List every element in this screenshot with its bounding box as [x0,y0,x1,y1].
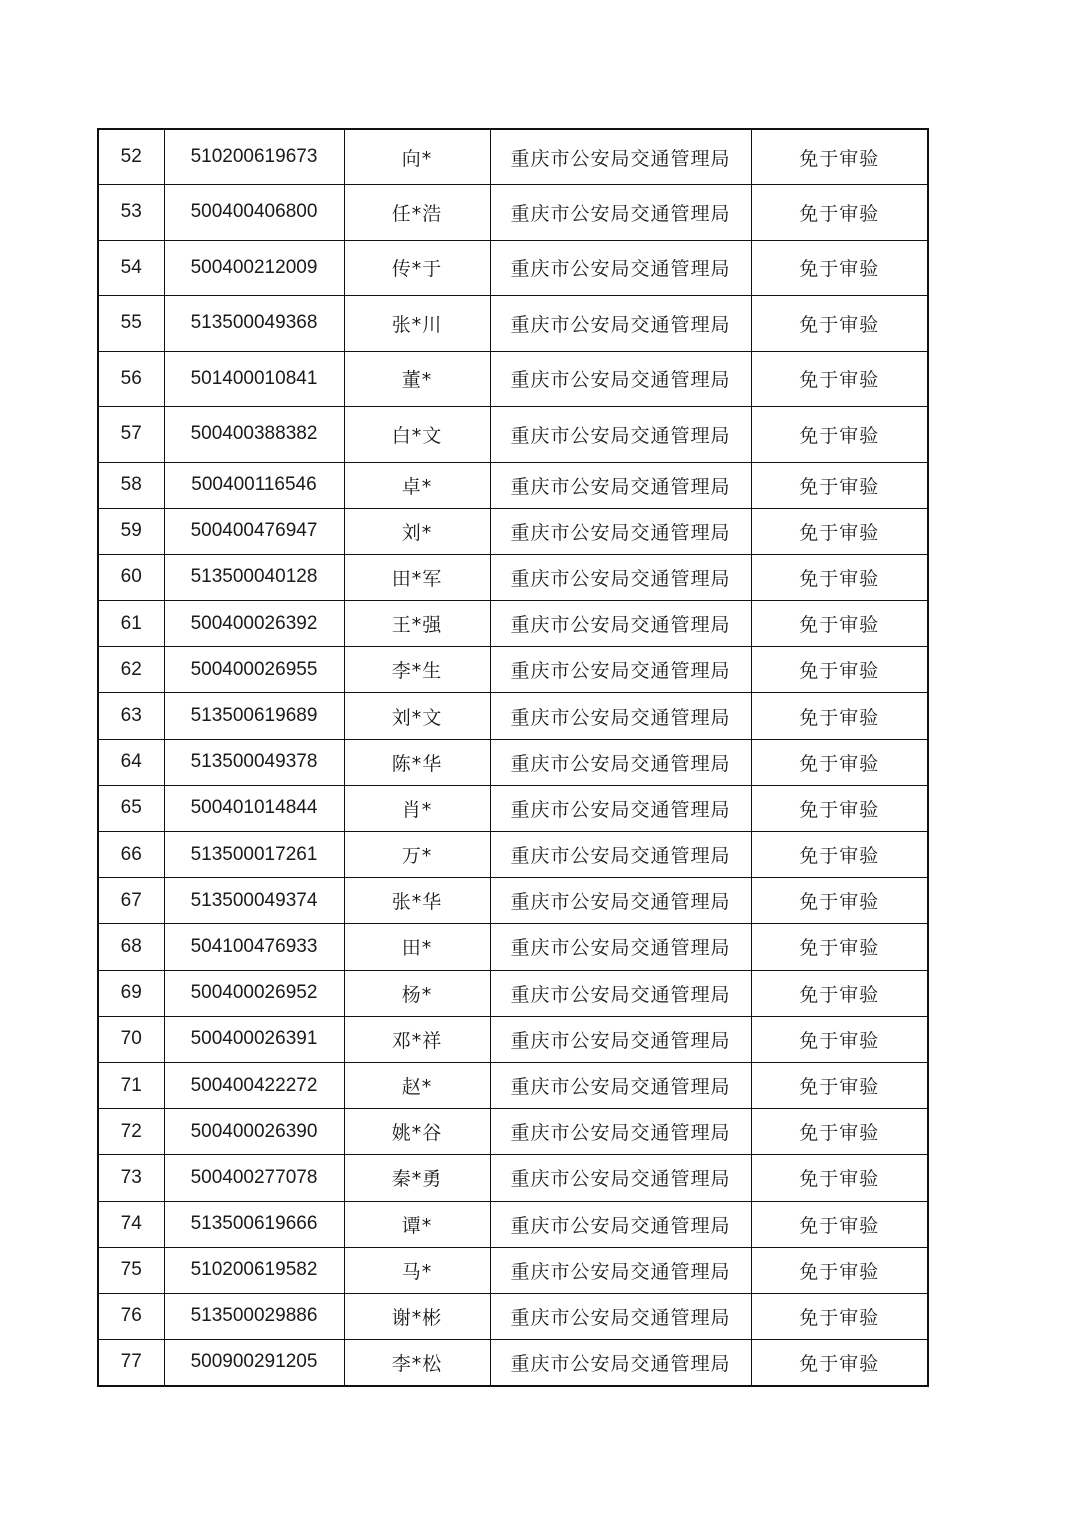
review-result-cell: 免于审验 [751,601,928,647]
authority-cell: 重庆市公安局交通管理局 [490,351,751,407]
table-row [98,129,928,185]
authority-cell: 重庆市公安局交通管理局 [490,296,751,352]
license-number-cell: 500401014844 [164,785,344,831]
authority-cell: 重庆市公安局交通管理局 [490,739,751,785]
table-row [98,554,928,600]
table-row [98,1155,928,1201]
license-number-cell: 513500017261 [164,832,344,878]
authority-cell: 重庆市公安局交通管理局 [490,693,751,739]
table-row [98,1247,928,1293]
person-name-cell: 董* [344,351,490,407]
person-name-cell: 田* [344,924,490,970]
license-number-cell: 500400026390 [164,1109,344,1155]
row-number-cell: 56 [98,351,164,407]
person-name-cell: 姚*谷 [344,1109,490,1155]
authority-cell: 重庆市公安局交通管理局 [490,240,751,296]
license-number-cell: 500900291205 [164,1340,344,1386]
table-row [98,832,928,878]
license-number-cell: 513500049374 [164,878,344,924]
table-row [98,1293,928,1339]
table-row [98,924,928,970]
review-result-cell: 免于审验 [751,1340,928,1386]
row-number-cell: 72 [98,1109,164,1155]
table-row [98,693,928,739]
license-number-cell: 513500619666 [164,1201,344,1247]
review-result-cell: 免于审验 [751,351,928,407]
person-name-cell: 马* [344,1247,490,1293]
review-result-cell: 免于审验 [751,1293,928,1339]
person-name-cell: 谭* [344,1201,490,1247]
roster-table [97,128,929,1387]
review-result-cell: 免于审验 [751,554,928,600]
row-number-cell: 61 [98,601,164,647]
authority-cell: 重庆市公安局交通管理局 [490,1109,751,1155]
review-result-cell: 免于审验 [751,462,928,508]
row-number-cell: 65 [98,785,164,831]
license-number-cell: 513500049378 [164,739,344,785]
person-name-cell: 王*强 [344,601,490,647]
person-name-cell: 白*文 [344,407,490,463]
table-row [98,240,928,296]
authority-cell: 重庆市公安局交通管理局 [490,407,751,463]
authority-cell: 重庆市公安局交通管理局 [490,1293,751,1339]
person-name-cell: 任*浩 [344,185,490,241]
table-row [98,185,928,241]
person-name-cell: 赵* [344,1062,490,1108]
review-result-cell: 免于审验 [751,185,928,241]
license-number-cell: 500400026391 [164,1016,344,1062]
person-name-cell: 肖* [344,785,490,831]
table-row [98,739,928,785]
authority-cell: 重庆市公安局交通管理局 [490,924,751,970]
row-number-cell: 76 [98,1293,164,1339]
authority-cell: 重庆市公安局交通管理局 [490,601,751,647]
license-number-cell: 500400116546 [164,462,344,508]
license-number-cell: 510200619582 [164,1247,344,1293]
license-number-cell: 504100476933 [164,924,344,970]
person-name-cell: 邓*祥 [344,1016,490,1062]
table-row [98,1340,928,1386]
row-number-cell: 69 [98,970,164,1016]
table-row [98,1109,928,1155]
authority-cell: 重庆市公安局交通管理局 [490,554,751,600]
person-name-cell: 秦*勇 [344,1155,490,1201]
row-number-cell: 70 [98,1016,164,1062]
row-number-cell: 64 [98,739,164,785]
authority-cell: 重庆市公安局交通管理局 [490,785,751,831]
person-name-cell: 陈*华 [344,739,490,785]
person-name-cell: 李*生 [344,647,490,693]
row-number-cell: 71 [98,1062,164,1108]
authority-cell: 重庆市公安局交通管理局 [490,462,751,508]
license-number-cell: 513500040128 [164,554,344,600]
review-result-cell: 免于审验 [751,693,928,739]
authority-cell: 重庆市公安局交通管理局 [490,1201,751,1247]
authority-cell: 重庆市公安局交通管理局 [490,1155,751,1201]
person-name-cell: 刘* [344,508,490,554]
authority-cell: 重庆市公安局交通管理局 [490,1247,751,1293]
authority-cell: 重庆市公安局交通管理局 [490,508,751,554]
license-number-cell: 513500029886 [164,1293,344,1339]
person-name-cell: 李*松 [344,1340,490,1386]
review-result-cell: 免于审验 [751,924,928,970]
table-row [98,785,928,831]
row-number-cell: 59 [98,508,164,554]
license-number-cell: 500400277078 [164,1155,344,1201]
table-row [98,970,928,1016]
review-result-cell: 免于审验 [751,407,928,463]
table-row [98,601,928,647]
license-number-cell: 500400212009 [164,240,344,296]
row-number-cell: 52 [98,129,164,185]
table-row [98,296,928,352]
authority-cell: 重庆市公安局交通管理局 [490,129,751,185]
review-result-cell: 免于审验 [751,508,928,554]
license-number-cell: 500400388382 [164,407,344,463]
review-result-cell: 免于审验 [751,1247,928,1293]
table-row [98,508,928,554]
license-number-cell: 500400026952 [164,970,344,1016]
roster-table-body [98,129,928,1386]
authority-cell: 重庆市公安局交通管理局 [490,832,751,878]
authority-cell: 重庆市公安局交通管理局 [490,1016,751,1062]
review-result-cell: 免于审验 [751,1062,928,1108]
row-number-cell: 68 [98,924,164,970]
person-name-cell: 向* [344,129,490,185]
table-row [98,462,928,508]
authority-cell: 重庆市公安局交通管理局 [490,647,751,693]
row-number-cell: 53 [98,185,164,241]
review-result-cell: 免于审验 [751,240,928,296]
row-number-cell: 58 [98,462,164,508]
person-name-cell: 张*华 [344,878,490,924]
license-number-cell: 500400476947 [164,508,344,554]
table-row [98,351,928,407]
review-result-cell: 免于审验 [751,785,928,831]
person-name-cell: 传*于 [344,240,490,296]
table-row [98,1201,928,1247]
review-result-cell: 免于审验 [751,1016,928,1062]
table-row [98,647,928,693]
review-result-cell: 免于审验 [751,296,928,352]
row-number-cell: 55 [98,296,164,352]
row-number-cell: 77 [98,1340,164,1386]
person-name-cell: 张*川 [344,296,490,352]
authority-cell: 重庆市公安局交通管理局 [490,185,751,241]
review-result-cell: 免于审验 [751,129,928,185]
person-name-cell: 万* [344,832,490,878]
authority-cell: 重庆市公安局交通管理局 [490,970,751,1016]
table-row [98,407,928,463]
row-number-cell: 75 [98,1247,164,1293]
person-name-cell: 杨* [344,970,490,1016]
row-number-cell: 62 [98,647,164,693]
license-number-cell: 500400026392 [164,601,344,647]
table-row [98,1062,928,1108]
person-name-cell: 谢*彬 [344,1293,490,1339]
row-number-cell: 57 [98,407,164,463]
review-result-cell: 免于审验 [751,1155,928,1201]
row-number-cell: 73 [98,1155,164,1201]
review-result-cell: 免于审验 [751,647,928,693]
license-number-cell: 500400406800 [164,185,344,241]
row-number-cell: 63 [98,693,164,739]
license-number-cell: 510200619673 [164,129,344,185]
person-name-cell: 刘*文 [344,693,490,739]
authority-cell: 重庆市公安局交通管理局 [490,878,751,924]
person-name-cell: 田*军 [344,554,490,600]
review-result-cell: 免于审验 [751,970,928,1016]
review-result-cell: 免于审验 [751,1201,928,1247]
row-number-cell: 67 [98,878,164,924]
review-result-cell: 免于审验 [751,878,928,924]
row-number-cell: 54 [98,240,164,296]
authority-cell: 重庆市公安局交通管理局 [490,1062,751,1108]
license-number-cell: 500400026955 [164,647,344,693]
person-name-cell: 卓* [344,462,490,508]
license-number-cell: 513500049368 [164,296,344,352]
review-result-cell: 免于审验 [751,832,928,878]
review-result-cell: 免于审验 [751,1109,928,1155]
row-number-cell: 66 [98,832,164,878]
license-number-cell: 501400010841 [164,351,344,407]
table-row [98,1016,928,1062]
review-result-cell: 免于审验 [751,739,928,785]
authority-cell: 重庆市公安局交通管理局 [490,1340,751,1386]
license-number-cell: 500400422272 [164,1062,344,1108]
table-row [98,878,928,924]
row-number-cell: 60 [98,554,164,600]
row-number-cell: 74 [98,1201,164,1247]
license-number-cell: 513500619689 [164,693,344,739]
